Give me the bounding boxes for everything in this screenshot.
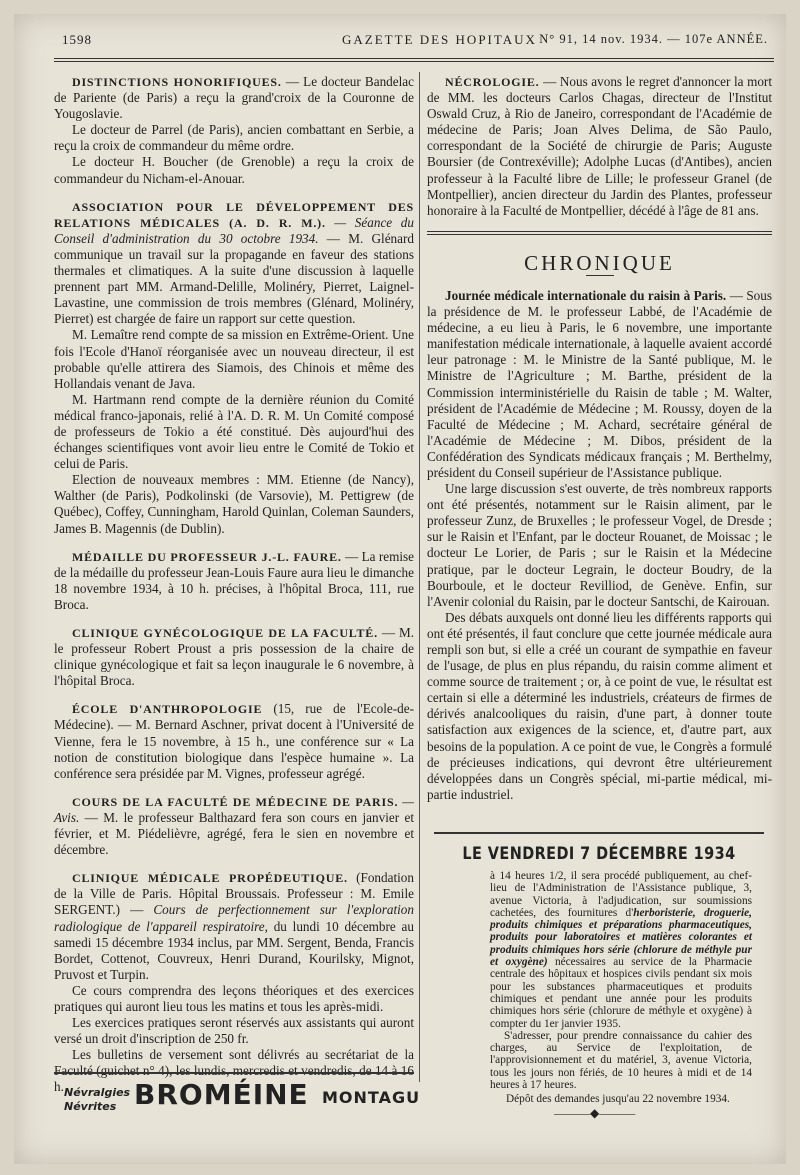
- clinique-med-p1: CLINIQUE MÉDICALE PROPÉDEUTIQUE. (Fondation de la Ville de Paris. Hôpital Broussais. Professeur : M. Emile SERGENT.) — Cours de perfectionnement sur l'exploration radiologique de l'appareil respiratoire, du lundi 10 décembre au samedi 15 décembre 1934 inclus, par MM. Sergent, Benda, Francis Bordet, Cottenot, Couvreux, Henri Durand, Kourilsky, Mignot, Pruvost et Turpin.: [54, 870, 414, 982]
- association-p3: M. Hartmann rend compte de la dernière réunion du Comité médical franco-japonais, relié à l'A. D. R. M. Un Comité composé de professeurs de Tokio a été constitué. Dès aujourd'hui des échanges scientifiques vont avoir lieu entre le Comité de Tokio et celui de Paris.: [54, 391, 414, 472]
- clinique-gyn-p1: CLINIQUE GYNÉCOLOGIQUE DE LA FACULTÉ. — M. le professeur Robert Proust a pris possession de la chaire de clinique gynécologique et fait sa leçon inaugurale le 6 novembre, à l'hôpital Broca.: [54, 625, 414, 689]
- header-rule-double: [54, 61, 774, 62]
- header-rule: [54, 58, 774, 59]
- issue-info: N° 91, 14 nov. 1934. — 107e ANNÉE.: [539, 32, 768, 46]
- medaille-p1: MÉDAILLE DU PROFESSEUR J.-L. FAURE. — La remise de la médaille du professeur Jean-Louis Faure aura lieu le dimanche 18 novembre 1934, à 10 h. précises, à l'hôpital Broca, 111, rue Broca.: [54, 548, 415, 612]
- ad-brand: BROMÉINE: [134, 1078, 309, 1111]
- association-p2: M. Lemaître rend compte de sa mission en Extrême-Orient. Une fois l'Ecole d'Hanoï réorganisée avec un nouveau directeur, il est probable qu'elle attirera des Siamois, des Chinois et même des Hollandais venant de Java.: [54, 327, 414, 391]
- association-p4: Election de nouveaux membres : MM. Etienne (de Nancy), Walther (de Paris), Podkolinski (de Varsovie), M. Pettigrew (de Québec), Coffey, Cunningham, Harold Quinlan, Coleman Saunders, James B. Magennis (de Dublin).: [54, 472, 414, 536]
- bromeine-advertisement: [54, 1072, 421, 1126]
- notice-title: LE VENDREDI 7 DÉCEMBRE 1934: [462, 844, 736, 864]
- cours-p1: COURS DE LA FACULTÉ DE MÉDECINE DE PARIS. — Avis. — M. le professeur Balthazard fera son cours en janvier et février, et M. Piédelièvre, agrégé, fera le sien en novembre et décembre.: [54, 793, 414, 858]
- clinique-med-p3: Les exercices pratiques seront réservés aux assistants qui auront versé un droit d'inscription de 250 fr.: [54, 1015, 414, 1047]
- necrologie-p1: NÉCROLOGIE. — Nous avons le regret d'annoncer la mort de MM. les docteurs Carlos Chagas, directeur de l'Institut Oswald Cruz, à Rio de Janeiro, correspondant de l'Académie de médecine de Paris; Joan Alves Delima, de São Paulo, correspondant de la Société de chirurgie de Paris; Auguste Boursier (de Contrexéville); Adolphe Lucas (d'Antibes), ancien professeur à la Faculté libre de Lille; le professeur Granel (de Montpellier), ancien directeur du Jardin des Plantes, professeur honoraire à la Faculté de Montpellier, décédé à l'âge de 81 ans.: [427, 74, 772, 218]
- clinique-med-p2: Ce cours comprendra des leçons théoriques et des exercices pratiques qui auront lieu tous les matins et tous les après-midi.: [54, 982, 414, 1014]
- right-column: [427, 74, 772, 815]
- distinctions-p2: Le docteur de Parrel (de Paris), ancien combattant en Serbie, a reçu la croix de commandeur du même ordre.: [54, 122, 414, 154]
- section-rule-double: [427, 234, 772, 235]
- chronique-rule: [586, 275, 614, 276]
- left-column: [54, 74, 414, 1108]
- newspaper-page: [14, 14, 786, 1164]
- clinique-med-p4: Les bulletins de versement sont délivrés au secrétariat de la Faculté (guichet n° 4), les lundis, mercredis et vendredis, de 14 à 16 h.: [54, 1047, 414, 1095]
- journal-name: GAZETTE DES HOPITAUX: [342, 32, 537, 47]
- anthropologie-p1: ÉCOLE D'ANTHROPOLOGIE (15, rue de l'Ecole-de-Médecine). — M. Bernard Aschner, privat docent à l'Université de Vienne, fera le 15 novembre, à 15 h., une conférence sur « La notion de constitution biologique dans l'espèce humaine ». La conférence sera présidée par M. Vignes, professeur agrégé.: [54, 701, 414, 781]
- section-rule: [427, 231, 772, 232]
- chronique-p2: Une large discussion s'est ouverte, de très nombreux rapports ont été présentés, notamment sur le Raisin aliment, par le professeur Zunz, de Bruxelles ; le professeur Vogel, de Dresde ; sur le Raisin et l'Enfant, par le docteur Rouanet, de Moissac ; le docteur Le Lorier, de Paris ; sur le Raisin et la Médecine pratique, par le docteur Legrain, le docteur Boudry, de la Bourboule, et le docteur Revilliod, de Genève. Enfin, sur l'Avenir colonial du Raisin, par le docteur Santschi, de Kairouan.: [427, 481, 772, 609]
- column-divider: [419, 72, 420, 1082]
- chronique-p3: Des débats auxquels ont donné lieu les différents rapports qui ont été présentés, il faut conclure que cette journée médicale aura rempli son but, si elle a créé un courant de sympathie en faveur de l'usage, de plus en plus répandu, du raisin comme aliment et comme source de traitement ; or, à ce point de vue, le résultat est certain si elle a déterminé les industriels, créateurs de firmes de dérivés analcooliques du raisin, d'une part, à donner toute satisfaction aux exigences de la science, et, d'autre part, aux besoins de la population. A ce point de vue, le Congrès a formulé de précieuses indications, qui devront être ultérieurement développées dans un Congrès spécial, mi-partie médical, mi-partie industriel.: [427, 609, 772, 802]
- page-header: [62, 32, 768, 54]
- association-p1: ASSOCIATION POUR LE DÉVELOPPEMENT DES RELATIONS MÉDICALES (A. D. R. M.). — Séance du Conseil d'administration du 30 octobre 1934. — M. Glénard communique un travail sur la propagande en faveur des stations thermales et climatiques. A la suite d'une discussion à laquelle prennent part MM. Armand-Delille, Molinéry, Pierret, Laignel-Lavastine, une commission de trois membres (Glénard, Molinéry, Pierret) est chargée de faire un rapport sur cette question.: [54, 199, 414, 327]
- adjudication-notice: [434, 832, 764, 1105]
- page-number: 1598: [62, 32, 92, 47]
- chronique-title: CHRONIQUE: [524, 250, 675, 275]
- end-ornament: ———◆———: [554, 1106, 636, 1120]
- distinctions-p3: Le docteur H. Boucher (de Grenoble) a reçu la croix de commandeur du Nicham-el-Anouar.: [54, 154, 414, 186]
- chronique-p1: Journée médicale internationale du raisin à Paris. — Sous la présidence de M. le professeur Labbé, de l'Académie de médecine, a eu lieu à Paris, le 6 novembre, une importante manifestation médicale internationale, à laquelle avaient accordé leur patronage : M. le Ministre de la Santé publique, M. le Ministre de l'Agriculture ; M. Barthe, président de la Commission interministérielle du Raisin de table ; M. Walter, président de l'Académie de Médecine ; M. Roussy, doyen de la Faculté de Médecine ; M. Achard, secrétaire général de l'Académie de Médecine ; M. Dibos, président de la Confédération des Syndicats médicaux français ; M. Berthelmy, président du Conseil supérieur de l'Assistance publique.: [427, 287, 773, 480]
- notice-body: à 14 heures 1/2, il sera procédé publiquement, au chef-lieu de l'Administration de l'Assistance publique, 3, avenue Victoria, à l'adjudication, sur soumissions cachetées, des fournitures d'herboristerie, droguerie, produits chimiques et préparations pharmaceutiques, produits pour laboratoires et matières colorantes et produits chimiques hors série (chlorure de méthyle pur et oxygène) nécessaires au service de la Pharmacie centrale des hôpitaux et hospices civils pendant six mois pour les substances pharmaceutiques et produits chimiques et pendant une année pour les produits chimiques hors série (chlorure de méthyle et oxygène) à compter du 1er janvier 1935. S'adresser, pour prendre connaissance du cahier des charges, au Service de l'exploitation, de l'approvisionnement et du matériel, 3, avenue Victoria, tous les jours non fériés, de 10 heures à midi et de 14 heures à 17 heures.: [490, 870, 752, 1092]
- ad-tagline: Névralgies Névrites: [64, 1086, 131, 1113]
- ad-maker: MONTAGU: [322, 1088, 421, 1107]
- distinctions-p1: DISTINCTIONS HONORIFIQUES. — Le docteur Bandelac de Pariente (de Paris) a reçu la grand'croix de la Couronne de Yougoslavie.: [54, 74, 414, 122]
- notice-footer: Dépôt des demandes jusqu'au 22 novembre 1934.: [506, 1093, 730, 1106]
